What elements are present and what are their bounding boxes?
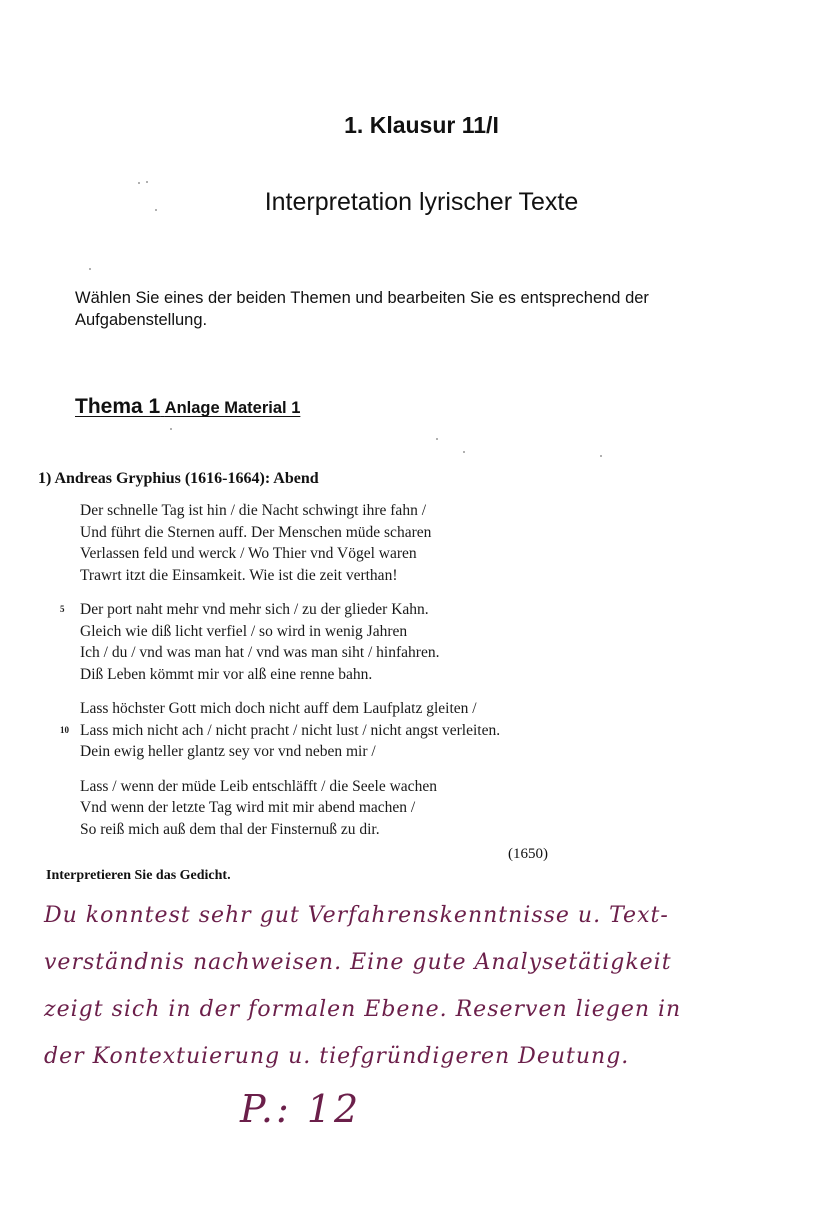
poem-line: Ich / du / vnd was man hat / vnd was man siht / hinfahren. — [80, 644, 440, 661]
grade-mark: P.: 12 — [240, 1087, 362, 1131]
scan-speck — [436, 438, 438, 440]
poem-line-with-number — [60, 720, 501, 742]
thema-material: Anlage Material 1 — [164, 399, 301, 417]
scan-speck — [600, 455, 602, 457]
stanza-4 — [80, 776, 500, 841]
thema-heading — [75, 395, 300, 419]
poem-line: Gleich wie diß licht verfiel / so wird in wenig Jahren — [80, 622, 408, 640]
thema-label: Thema 1 — [75, 395, 161, 418]
poem-heading: 1) Andreas Gryphius (1616-1664): Abend — [38, 470, 319, 487]
poem-line-with-number — [60, 599, 500, 621]
exam-subtitle: Interpretation lyrischer Texte — [264, 188, 579, 216]
scan-speck — [138, 182, 140, 184]
poem-body — [60, 500, 501, 853]
poem-line: Vnd wenn der letzte Tag wird mit mir abend machen / — [80, 799, 416, 816]
comment-line: verständnis nachweisen. Eine gute Analysetätigkeit — [44, 950, 672, 975]
scan-speck — [155, 209, 157, 211]
teacher-comment — [44, 892, 681, 1080]
task-text: Interpretieren Sie das Gedicht. — [46, 868, 231, 883]
poem-line: Verlassen feld und werck / Wo Thier vnd Vögel waren — [80, 545, 417, 562]
comment-line: der Kontextuierung u. tiefgründigeren Deutung. — [44, 1044, 630, 1069]
scan-speck — [170, 428, 172, 430]
poem-line: So reiß mich auß dem thal der Finsternuß zu dir. — [80, 820, 380, 838]
poem-line-text: Lass mich nicht ach / nicht pracht / nicht lust / nicht angst verleiten. — [80, 721, 501, 739]
poem-line: Diß Leben kömmt mir vor alß eine renne bahn. — [80, 665, 373, 683]
poem-line: Trawrt itzt die Einsamkeit. Wie ist die zeit verthan! — [80, 566, 398, 584]
poem-line: Lass / wenn der müde Leib entschläfft / die Seele wachen — [80, 777, 437, 795]
poem-line: Der schnelle Tag ist hin / die Nacht schwingt ihre fahn / — [80, 502, 426, 519]
comment-line: zeigt sich in der formalen Ebene. Reserven liegen in — [44, 997, 682, 1022]
scan-speck — [146, 181, 148, 183]
exam-title: 1. Klausur 11/I — [344, 112, 499, 138]
stanza-3 — [60, 698, 501, 763]
poem-year: (1650) — [508, 846, 548, 862]
poem-line: Lass höchster Gott mich doch nicht auff dem Laufplatz gleiten / — [80, 700, 477, 717]
instruction-text: Wählen Sie eines der beiden Themen und bearbeiten Sie es entsprechend der Aufgabenstellung. — [75, 289, 649, 329]
poem-line: Und führt die Sternen auff. Der Menschen müde scharen — [80, 523, 432, 541]
scan-speck — [463, 451, 465, 453]
poem-line: Dein ewig heller glantz sey vor vnd neben mir / — [80, 743, 376, 760]
poem-line-text: Der port naht mehr vnd mehr sich / zu der glieder Kahn. — [80, 601, 429, 618]
line-number: 10 — [60, 724, 69, 735]
comment-line: Du konntest sehr gut Verfahrenskenntnisse u. Text- — [44, 903, 669, 928]
stanza-2 — [60, 599, 500, 685]
stanza-1 — [80, 500, 500, 586]
scan-speck — [89, 268, 91, 270]
line-number: 5 — [60, 604, 65, 614]
